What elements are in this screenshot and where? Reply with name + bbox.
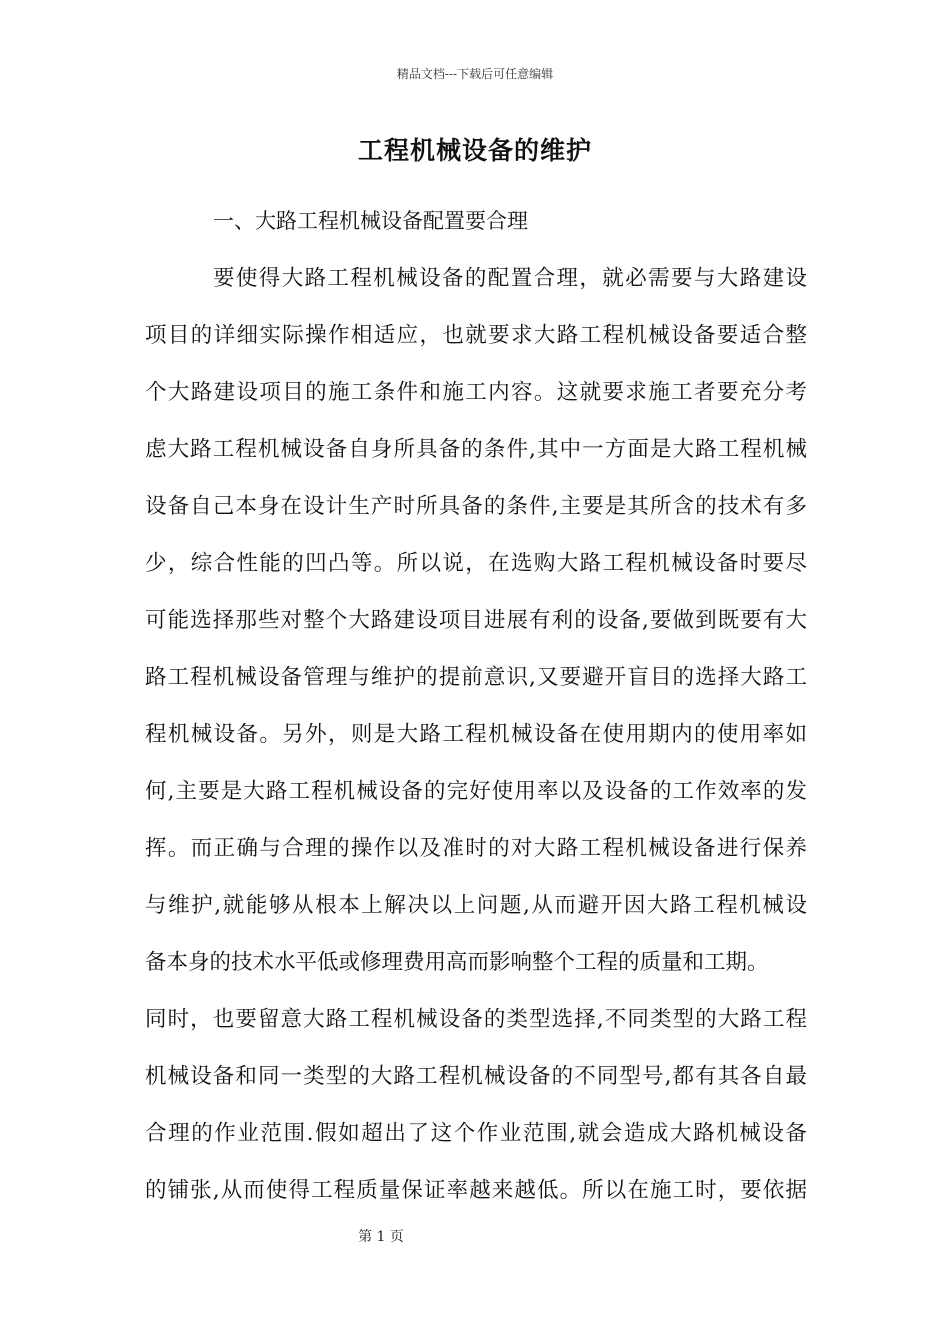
body-line: 程机械设备。另外，则是大路工程机械设备在使用期内的使用率如 [145, 722, 807, 747]
body-line: 与维护,就能够从根本上解决以上问题,从而避开因大路工程机械设 [145, 893, 807, 918]
body-line: 项目的详细实际操作相适应，也就要求大路工程机械设备要适合整 [145, 323, 807, 348]
body-line: 设备自己本身在设计生产时所具备的条件,主要是其所含的技术有多 [145, 494, 807, 519]
body-line: 要使得大路工程机械设备的配置合理，就必需要与大路建设 [213, 266, 807, 291]
body-line: 路工程机械设备管理与维护的提前意识,又要避开盲目的选择大路工 [145, 665, 807, 690]
body-line: 少，综合性能的凹凸等。所以说，在选购大路工程机械设备时要尽 [145, 551, 807, 576]
body-line: 同时，也要留意大路工程机械设备的类型选择,不同类型的大路工程 [145, 1007, 807, 1032]
body-line: 的铺张,从而使得工程质量保证率越来越低。所以在施工时，要依据 [145, 1178, 807, 1203]
section-heading: 一、大路工程机械设备配置要合理 [213, 209, 528, 233]
body-line: 可能选择那些对整个大路建设项目进展有利的设备,要做到既要有大 [145, 608, 807, 633]
page-header: 精品文档---下载后可任意编辑 [396, 67, 554, 81]
body-line: 机械设备和同一类型的大路工程机械设备的不同型号,都有其各自最 [145, 1064, 807, 1089]
body-line: 虑大路工程机械设备自身所具备的条件,其中一方面是大路工程机械 [145, 437, 807, 462]
body-line: 挥。而正确与合理的操作以及准时的对大路工程机械设备进行保养 [145, 836, 807, 861]
body-line: 个大路建设项目的施工条件和施工内容。这就要求施工者要充分考 [145, 380, 807, 405]
body-line: 合理的作业范围.假如超出了这个作业范围,就会造成大路机械设备 [145, 1121, 807, 1146]
document-title: 工程机械设备的维护 [357, 136, 592, 165]
page-number: 第 1 页 [358, 1229, 404, 1245]
body-text [145, 259, 807, 1228]
body-line: 何,主要是大路工程机械设备的完好使用率以及设备的工作效率的发 [145, 779, 807, 804]
body-line: 备本身的技术水平低或修理费用高而影响整个工程的质量和工期。 [145, 950, 769, 975]
